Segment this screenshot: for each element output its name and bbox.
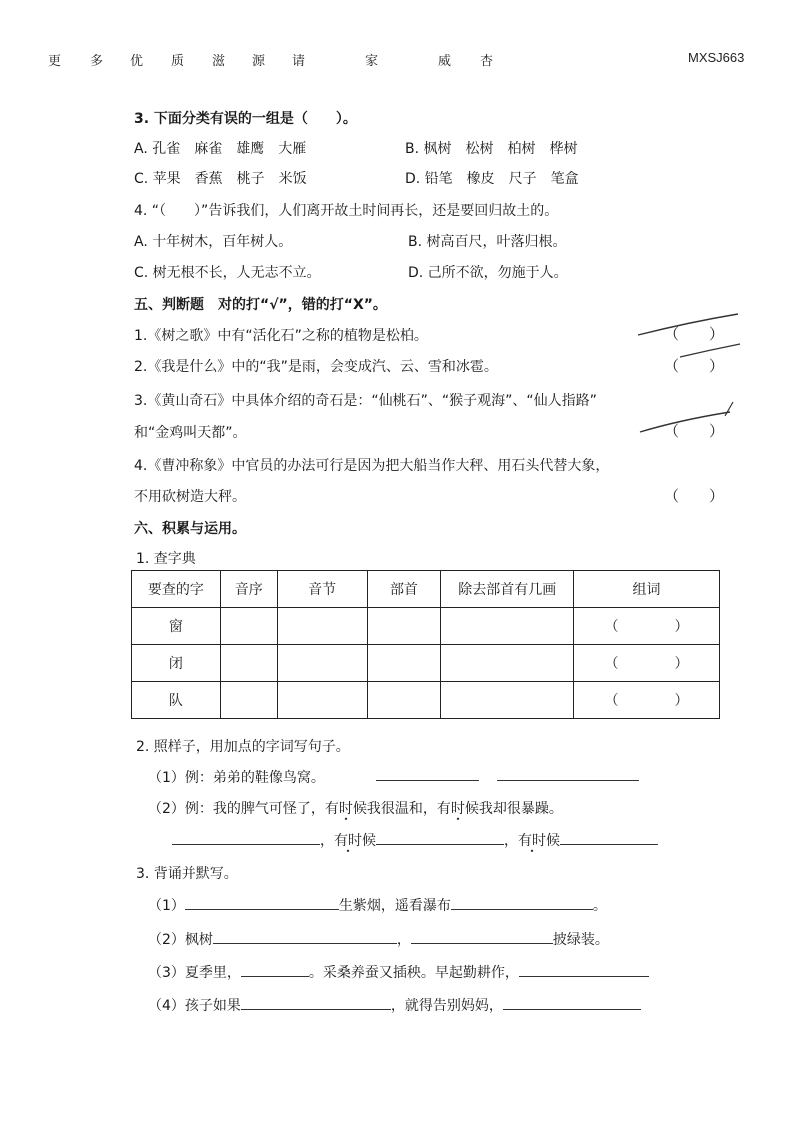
table-cell[interactable]: [277, 645, 367, 682]
header-code: MXSJ663: [688, 50, 745, 65]
header-char: 源: [252, 54, 266, 69]
header-char: 杏: [480, 54, 494, 69]
table-header: 除去部首有几画: [441, 571, 574, 608]
recite-1: [148, 895, 607, 915]
sub2-title: 2. 照样子，用加点的字词写句子。: [136, 739, 350, 755]
table-header: 要查的字: [132, 571, 221, 608]
q4-option-d: D. 己所不欲，勿施于人。: [408, 265, 568, 281]
recite-3-label: （3）夏季里，: [148, 965, 241, 981]
q3-option-c: C. 苹果 香蕉 桃子 米饭: [134, 171, 307, 187]
q4-option-c: C. 树无根不长，人无志不立。: [134, 265, 321, 281]
table-word-cell[interactable]: （ ）: [574, 682, 720, 719]
judge-item-3: 3.《黄山奇石》中具体介绍的奇石是：“仙桃石”、“猴子观海”、“仙人指路”: [134, 393, 597, 409]
table-header: 组词: [574, 571, 720, 608]
header-char: 优: [130, 54, 144, 69]
dictionary-table: [131, 570, 720, 719]
q4-option-b: B. 树高百尺，叶落归根。: [408, 234, 567, 250]
example-2-mid: 我很温和，: [366, 801, 437, 817]
table-cell[interactable]: [441, 645, 574, 682]
header-char: 质: [171, 54, 185, 69]
recite-3: [148, 962, 649, 982]
answer-blank[interactable]: [185, 895, 339, 910]
table-row: [132, 645, 720, 682]
answer-blank[interactable]: [503, 995, 641, 1010]
recite-3-mid: 。采桑养蚕又插秧。早起勤耕作，: [308, 965, 519, 981]
table-cell[interactable]: [277, 608, 367, 645]
recite-1-end: 。: [592, 898, 607, 914]
table-cell[interactable]: [220, 682, 277, 719]
header-char: 家: [365, 54, 379, 69]
judge-item-3-cont: 和“金鸡叫天都”。: [134, 425, 247, 441]
judge-answer-3[interactable]: （ ）: [664, 422, 725, 440]
judge-item-1: 1.《树之歌》中有“活化石”之称的植物是松柏。: [134, 328, 428, 344]
answer-blank[interactable]: [497, 766, 639, 781]
example-1-text: （1）例：弟弟的鞋像鸟窝。: [148, 770, 325, 786]
recite-2-mid: ，: [396, 932, 411, 948]
q3-stem: 3. 下面分类有误的一组是（ ）。: [134, 111, 357, 127]
judge-answer-1[interactable]: （ ）: [664, 325, 725, 343]
table-char: 队: [132, 682, 221, 719]
table-char: 闭: [132, 645, 221, 682]
recite-2-end: 披绿装。: [552, 932, 609, 948]
header-char: 更: [48, 54, 62, 69]
pen-strokes: [630, 300, 750, 450]
dotted-word: 有时候: [324, 801, 367, 817]
table-cell[interactable]: [441, 682, 574, 719]
header-char: 请: [292, 54, 306, 69]
table-cell[interactable]: [367, 682, 441, 719]
q3-option-d: D. 铅笔 橡皮 尺子 笔盒: [405, 171, 579, 187]
judge-answer-2[interactable]: （ ）: [664, 357, 725, 375]
table-cell[interactable]: [220, 645, 277, 682]
table-cell[interactable]: [277, 682, 367, 719]
dotted-word: 有时候: [436, 801, 479, 817]
answer-blank[interactable]: [376, 830, 504, 845]
q4-stem: 4. “（ ）”告诉我们，人们离开故土时间再长，还是要回归故土的。: [134, 203, 559, 219]
recite-2: [148, 929, 609, 949]
table-word-cell[interactable]: （ ）: [574, 608, 720, 645]
table-cell[interactable]: [441, 608, 574, 645]
table-row: [132, 682, 720, 719]
header-char: 多: [90, 54, 104, 69]
section5-title: 五、判断题 对的打“√”，错的打“X”。: [134, 297, 387, 313]
sub3-title: 3. 背诵并默写。: [136, 866, 238, 882]
example-1: [148, 767, 325, 787]
table-header: 音序: [220, 571, 277, 608]
table-word-cell[interactable]: （ ）: [574, 645, 720, 682]
answer-blank[interactable]: [411, 929, 553, 944]
table-cell[interactable]: [220, 608, 277, 645]
header-char: 威: [438, 54, 452, 69]
table-row: [132, 608, 720, 645]
dotted-word: ，有时候 •: [504, 833, 560, 849]
example-2-answer: [172, 830, 658, 850]
example-2-end: 我却很暴躁。: [478, 801, 563, 817]
sub1-title: 1. 查字典: [136, 551, 196, 567]
recite-4-label: （4）孩子如果: [148, 998, 241, 1014]
recite-4: [148, 995, 641, 1015]
judge-item-4-cont: 不用砍树造大秤。: [134, 489, 246, 505]
q3-option-a: A. 孔雀 麻雀 雄鹰 大雁: [134, 141, 307, 157]
answer-blank[interactable]: [560, 830, 658, 845]
answer-blank[interactable]: [376, 766, 479, 781]
recite-1-label: （1）: [148, 898, 185, 914]
q4-option-a: A. 十年树木，百年树人。: [134, 234, 293, 250]
answer-blank[interactable]: [519, 962, 649, 977]
recite-4-mid: ，就得告别妈妈，: [390, 998, 503, 1014]
answer-blank[interactable]: [172, 830, 320, 845]
section6-title: 六、积累与运用。: [134, 521, 246, 537]
header-char: 滋: [212, 54, 226, 69]
answer-blank[interactable]: [241, 995, 391, 1010]
answer-blank[interactable]: [451, 895, 593, 910]
table-header-row: [132, 571, 720, 608]
table-header: 部首: [367, 571, 441, 608]
judge-item-2: 2.《我是什么》中的“我”是雨，会变成汽、云、雪和冰雹。: [134, 359, 498, 375]
table-cell[interactable]: [367, 608, 441, 645]
example-2-prefix: （2）例：我的脾气可怪了，: [148, 801, 325, 817]
recite-1-text: 生紫烟，遥看瀑布: [338, 898, 451, 914]
table-header: 音节: [277, 571, 367, 608]
dotted-word: ，有时候 •: [320, 833, 376, 849]
recite-2-label: （2）枫树: [148, 932, 213, 948]
answer-blank[interactable]: [241, 962, 309, 977]
table-cell[interactable]: [367, 645, 441, 682]
example-2: [148, 798, 563, 818]
table-char: 窗: [132, 608, 221, 645]
judge-item-4: 4.《曹冲称象》中官员的办法可行是因为把大船当作大秤、用石头代替大象，: [134, 458, 610, 474]
answer-blank[interactable]: [213, 929, 397, 944]
q3-option-b: B. 枫树 松树 柏树 桦树: [405, 141, 578, 157]
judge-answer-4[interactable]: （ ）: [664, 487, 725, 505]
